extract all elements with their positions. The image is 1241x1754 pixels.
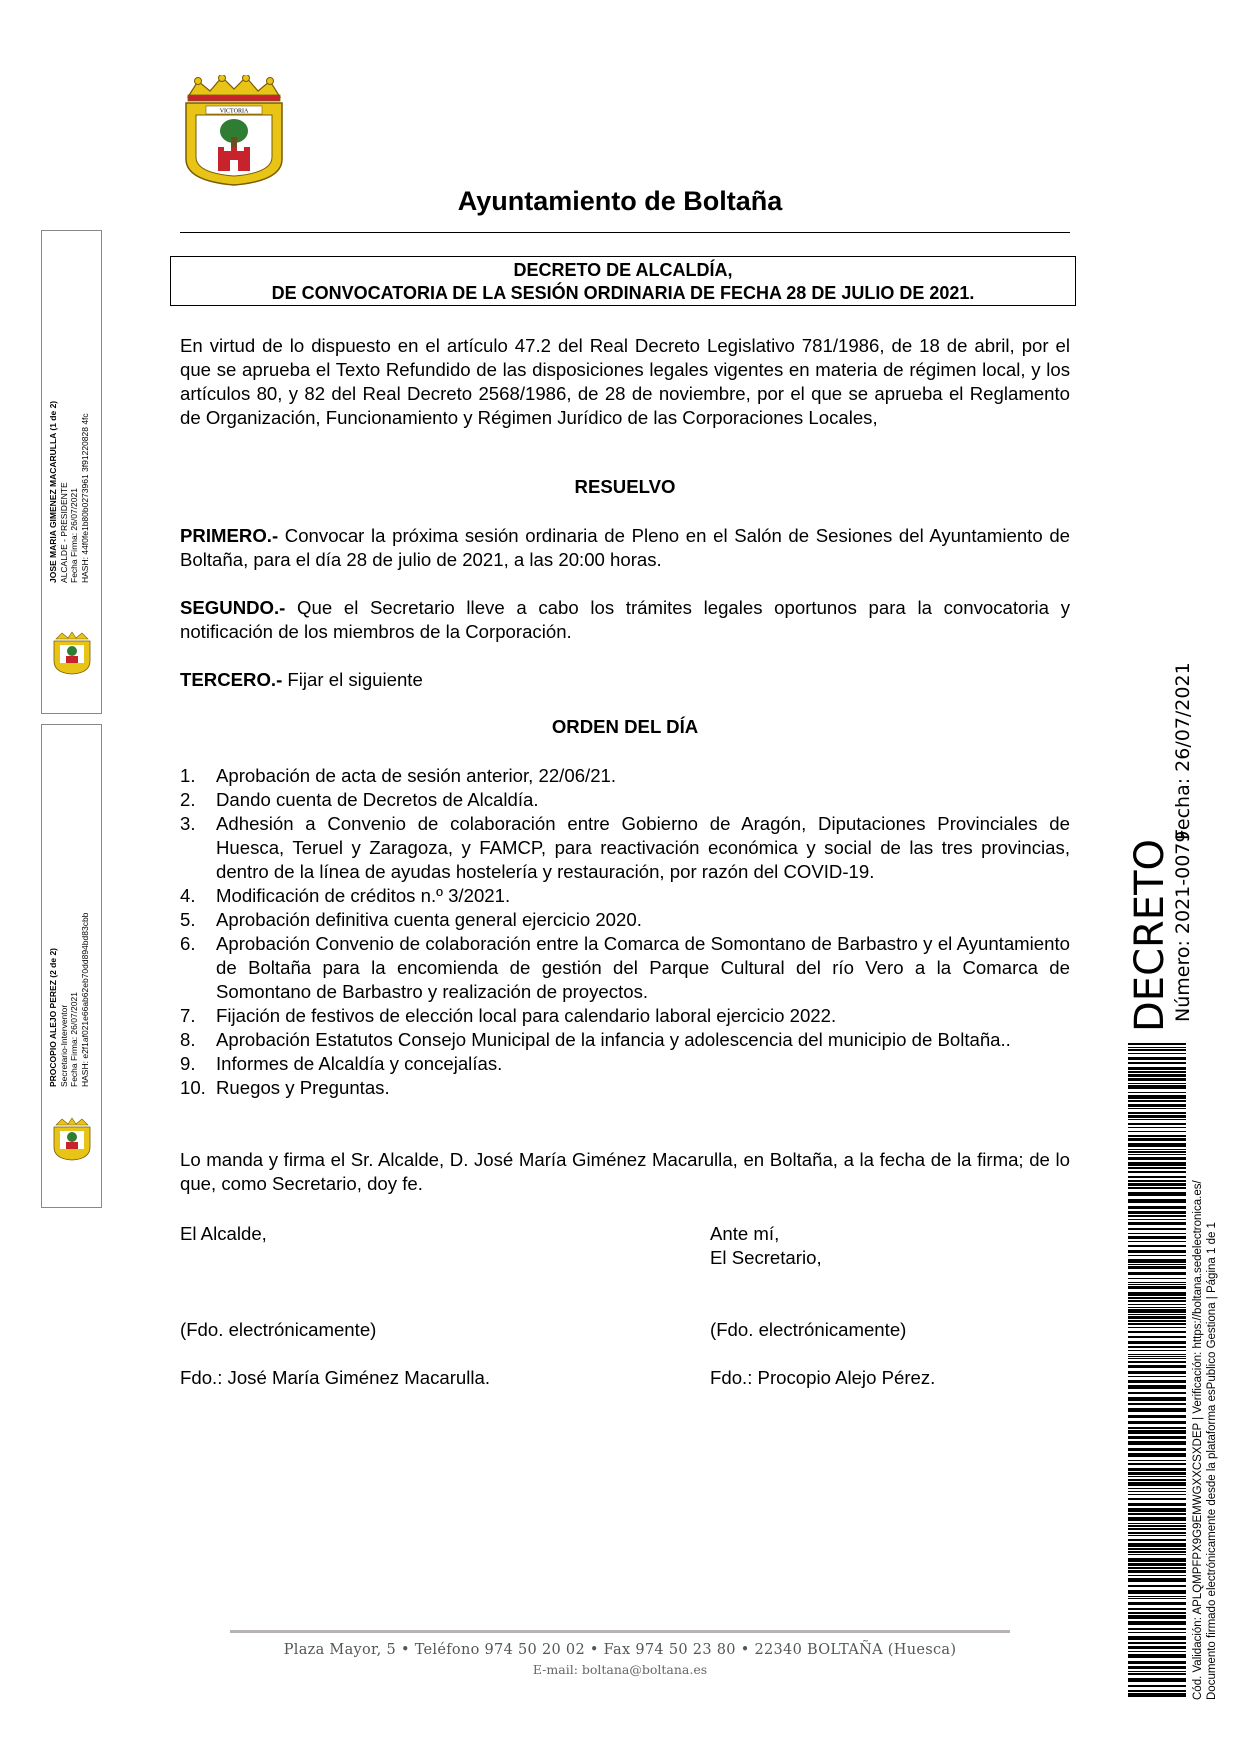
primero-paragraph	[180, 524, 1070, 572]
closing-paragraph: Lo manda y firma el Sr. Alcalde, D. José María Giménez Macarulla, en Boltaña, a la fecha de la firma; de lo que, como Secretario, doy fe.	[180, 1149, 1070, 1194]
organization-title: Ayuntamiento de Boltaña	[457, 186, 783, 216]
agenda-item-number: 6.	[180, 933, 196, 954]
header-divider	[180, 232, 1070, 233]
decree-title-line-1: DECRETO DE ALCALDÍA,	[513, 260, 733, 280]
stamp-decree-date: Fecha: 26/07/2021	[1172, 662, 1194, 840]
agenda-item	[180, 908, 1070, 932]
signer-panel-1	[41, 230, 102, 714]
tercero-text: Fijar el siguiente	[282, 669, 423, 690]
municipal-coat-of-arms	[178, 75, 290, 187]
agenda-item	[180, 884, 1070, 908]
mayor-role: El Alcalde,	[180, 1223, 267, 1244]
agenda-item-number: 9.	[180, 1053, 196, 1074]
signer-2-hash: HASH: e2f1af021e66ab62eb70dd894bd83cbb	[79, 912, 90, 1087]
orden-del-dia-heading: ORDEN DEL DÍA	[551, 716, 699, 737]
agenda-item-number: 2.	[180, 789, 196, 810]
primero-text: Convocar la próxima sesión ordinaria de Pleno en el Salón de Sesiones del Ayuntamiento de Boltaña, para el día 28 de julio de 2021, a las 20:00 horas.	[180, 525, 1070, 570]
footer-email: E-mail: boltana@boltana.es	[532, 1662, 708, 1677]
secretary-electronic-signature: (Fdo. electrónicamente)	[710, 1319, 907, 1340]
agenda-item-text: Adhesión a Convenio de colaboración entre Gobierno de Aragón, Diputaciones Provinciales de Huesca, Teruel y Zaragoza, y FAMCP, para reactivación económica y social de las tres provincias, dentro de la línea de ayudas hostelería y restauración, por razón del COVID-19.	[216, 813, 1070, 882]
preamble-paragraph: En virtud de lo dispuesto en el artículo 47.2 del Real Decreto Legislativo 781/1986, de 18 de abril, por el que se aprueba el Texto Refundido de las disposiciones legales vigentes en materia de régimen local, y los artículos 80, y 82 del Real Decreto 2568/1986, de 28 de noviembre, por el que se aprueba el Reglamento de Organización, Funcionamiento y Régimen Jurídico de las Corporaciones Locales,	[180, 335, 1070, 428]
agenda-item	[180, 932, 1070, 1004]
signer-1-details	[48, 401, 90, 583]
mayor-signature-block	[180, 1222, 267, 1246]
signer-1-date: Fecha Firma: 26/07/2021	[69, 488, 79, 583]
agenda-item-number: 10.	[180, 1077, 206, 1098]
platform-text: Documento firmado electrónicamente desde la plataforma esPublico Gestiona | Página 1 de 1	[1206, 1222, 1218, 1700]
agenda-item	[180, 1076, 1070, 1100]
footer-address: Plaza Mayor, 5 • Teléfono 974 50 20 02 • Fax 974 50 23 80 • 22340 BOLTAÑA (Huesca)	[283, 1642, 957, 1658]
signer-panel-2	[41, 724, 102, 1208]
agenda-item-number: 4.	[180, 885, 196, 906]
secretary-name: Fdo.: Procopio Alejo Pérez.	[710, 1367, 936, 1388]
tercero-label: TERCERO.-	[180, 669, 283, 690]
agenda-item	[180, 788, 1070, 812]
signer-2-crest-icon	[50, 1117, 94, 1161]
agenda-item-number: 5.	[180, 909, 196, 930]
stamp-decree-number: Número: 2021-0079	[1172, 830, 1194, 1022]
signer-1-name: JOSE MARIA GIMENEZ MACARULLA (1 de 2)	[48, 400, 58, 583]
mayor-electronic-signature: (Fdo. electrónicamente)	[180, 1319, 377, 1340]
signer-2-date: Fecha Firma: 26/07/2021	[69, 992, 79, 1087]
validation-barcode	[1128, 1043, 1186, 1698]
agenda-item-text: Informes de Alcaldía y concejalías.	[216, 1053, 503, 1074]
agenda-item-text: Dando cuenta de Decretos de Alcaldía.	[216, 789, 539, 810]
decree-title-line-2: DE CONVOCATORIA DE LA SESIÓN ORDINARIA DE FECHA 28 DE JULIO DE 2021.	[271, 283, 975, 303]
footer-divider	[230, 1630, 1010, 1633]
agenda-item-number: 1.	[180, 765, 196, 786]
secretary-role-line-1: Ante mí,	[710, 1223, 780, 1244]
signer-2-role: Secretario-Interventor	[58, 1004, 69, 1087]
stamp-decree-type: DECRETO	[1127, 839, 1173, 1032]
agenda-item-text: Aprobación de acta de sesión anterior, 22/06/21.	[216, 765, 617, 786]
secretary-role-line-2: El Secretario,	[710, 1247, 822, 1268]
agenda-item-text: Ruegos y Preguntas.	[216, 1077, 390, 1098]
segundo-paragraph	[180, 596, 1070, 644]
signer-2-details	[48, 913, 90, 1087]
agenda-item-text: Aprobación definitiva cuenta general ejercicio 2020.	[216, 909, 642, 930]
agenda-item-text: Fijación de festivos de elección local para calendario laboral ejercicio 2022.	[216, 1005, 837, 1026]
signer-2-name: PROCOPIO ALEJO PEREZ (2 de 2)	[48, 947, 58, 1087]
agenda-item-number: 8.	[180, 1029, 196, 1050]
signer-1-role: ALCALDE - PRESIDENTE	[58, 482, 69, 583]
agenda-item	[180, 1004, 1070, 1028]
signer-1-crest-icon	[50, 631, 94, 675]
agenda-item-text: Modificación de créditos n.º 3/2021.	[216, 885, 511, 906]
agenda-item	[180, 1028, 1070, 1052]
agenda-item	[180, 812, 1070, 884]
primero-label: PRIMERO.-	[180, 525, 279, 546]
agenda-list	[180, 764, 1070, 1100]
validation-code-text: Cód. Validación: APLQMPFPX9G9EMWGXXCSXDEP | Verificación: https://boltana.sedelectronica.es/	[1192, 1180, 1204, 1700]
segundo-text: Que el Secretario lleve a cabo los trámites legales oportunos para la convocatoria y notificación de los miembros de la Corporación.	[180, 597, 1070, 642]
agenda-item-text: Aprobación Convenio de colaboración entre la Comarca de Somontano de Barbastro y el Ayuntamiento de Boltaña para la encomienda de gestión del Parque Cultural del río Vero a la Comarca de Somontano de Barbastro y realización de proyectos.	[216, 933, 1070, 1002]
signer-1-hash: HASH: 44f0fe1b80b0273961 3f91220828 4fc	[79, 413, 90, 583]
decree-title-box	[170, 256, 1076, 306]
secretary-signature-block	[710, 1222, 822, 1270]
mayor-name: Fdo.: José María Giménez Macarulla.	[180, 1367, 491, 1388]
agenda-item-text: Aprobación Estatutos Consejo Municipal de la infancia y adolescencia del municipio de Boltaña..	[216, 1029, 1011, 1050]
agenda-item-number: 3.	[180, 813, 196, 834]
agenda-item	[180, 1052, 1070, 1076]
agenda-item-number: 7.	[180, 1005, 196, 1026]
resuelvo-heading: RESUELVO	[574, 476, 676, 497]
crest-motto: VICTORIA	[219, 108, 249, 115]
agenda-item	[180, 764, 1070, 788]
segundo-label: SEGUNDO.-	[180, 597, 286, 618]
tercero-paragraph	[180, 668, 1070, 692]
